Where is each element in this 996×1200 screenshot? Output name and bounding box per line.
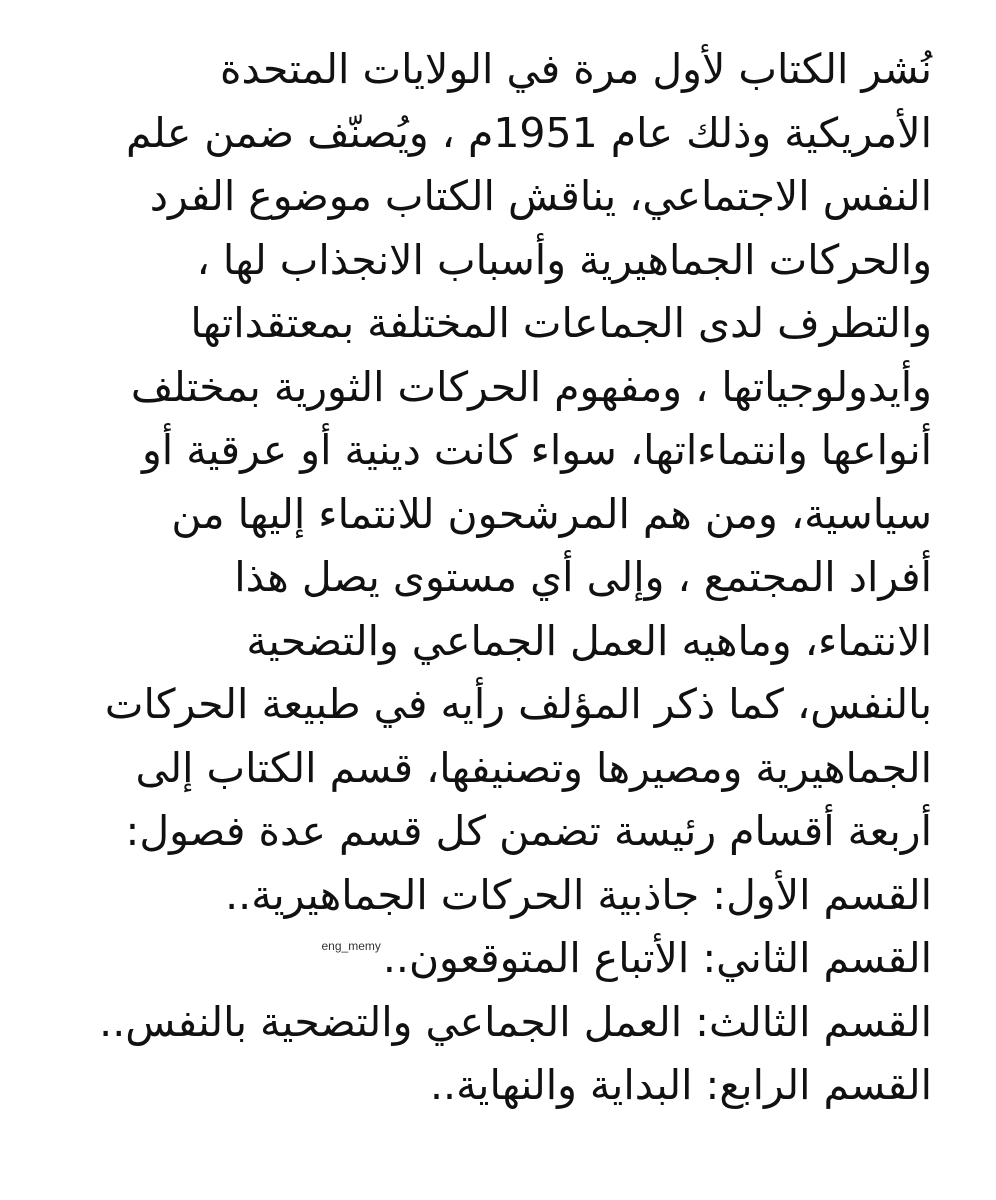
article-body [0, 38, 996, 1118]
text-line: والتطرف لدى الجماعات المختلفة بمعتقداتها [190, 299, 932, 347]
section-line: القسم الأول: جاذبية الحركات الجماهيرية.. [225, 870, 932, 919]
text-line: بالنفس، كما ذكر المؤلف رأيه في طبيعة الحركات [104, 680, 932, 728]
text-line: نُشر الكتاب لأول مرة في الولايات المتحدة [220, 45, 932, 93]
text-line: أفراد المجتمع ، وإلى أي مستوى يصل هذا [234, 553, 932, 601]
text-line: الجماهيرية ومصيرها وتصنيفها، قسم الكتاب إلى [135, 743, 932, 792]
text-line: وأيدولوجياتها ، ومفهوم الحركات الثورية بمختلف [130, 362, 932, 411]
text-line: الأمريكية وذلك عام 1951م ، ويُصنّف ضمن علم [125, 108, 932, 157]
text-line: والحركات الجماهيرية وأسباب الانجذاب لها ، [196, 235, 932, 284]
text-line: الانتماء، وماهيه العمل الجماعي والتضحية [246, 616, 932, 665]
text-line: أربعة أقسام رئيسة تضمن كل قسم عدة فصول: [125, 807, 932, 855]
section-line: القسم الثالث: العمل الجماعي والتضحية بالنفس.. [99, 997, 932, 1046]
section-line: القسم الرابع: البداية والنهاية.. [430, 1061, 932, 1109]
text-line: أنواعها وانتماءاتها، سواء كانت دينية أو عرقية أو [141, 426, 932, 474]
text-line: النفس الاجتماعي، يناقش الكتاب موضوع الفرد [149, 172, 932, 220]
text-line: سياسية، ومن هم المرشحون للانتماء إليها من [171, 489, 932, 538]
section-line-with-watermark [40, 927, 932, 991]
section-line-text: القسم الثاني: الأتباع المتوقعون.. [382, 934, 932, 982]
watermark-label: eng_memy [321, 939, 381, 953]
